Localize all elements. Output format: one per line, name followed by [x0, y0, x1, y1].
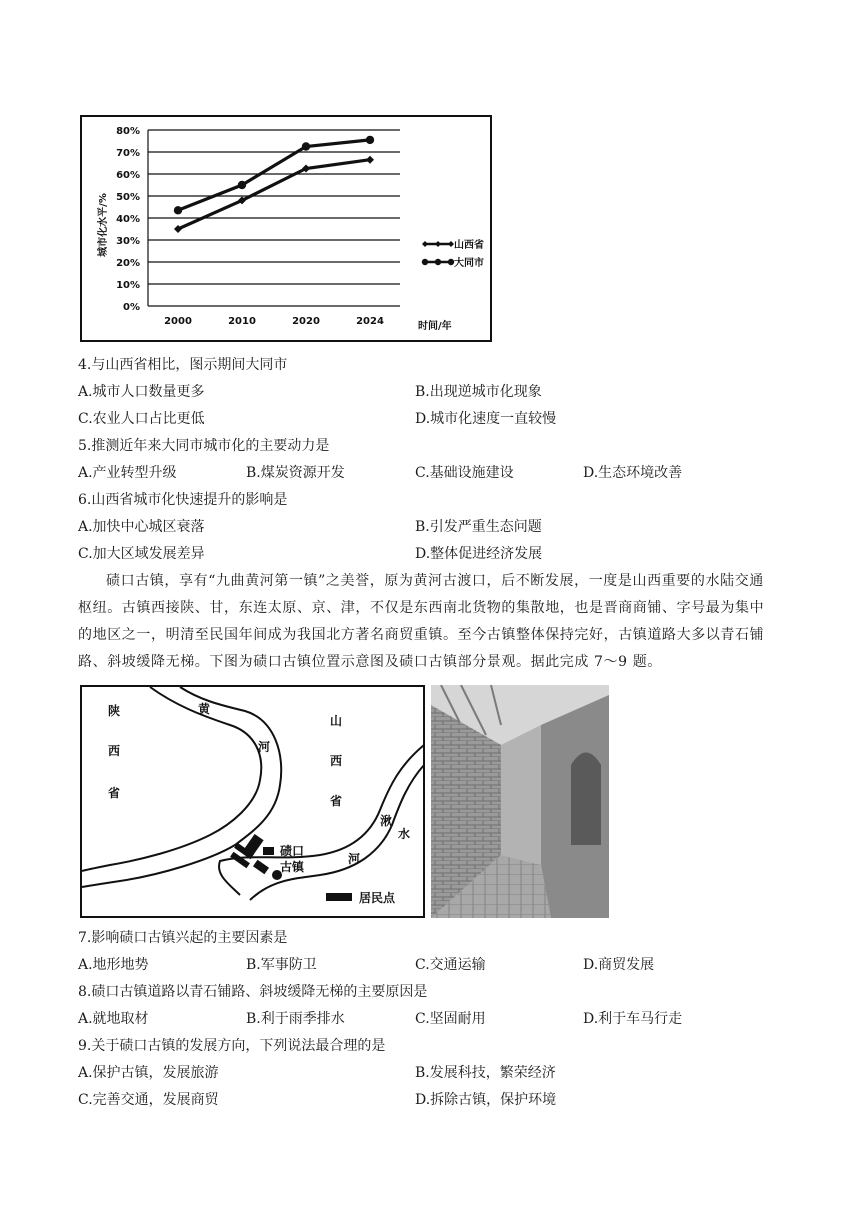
settlement-block — [263, 847, 274, 855]
data-point — [174, 206, 182, 214]
label-he-2: 河 — [348, 852, 361, 866]
data-point — [366, 136, 374, 144]
label-he: 河 — [258, 740, 271, 754]
y-tick-label: 80% — [116, 126, 140, 137]
q9-option-b[interactable]: B.发展科技，繁荣经济 — [415, 1065, 556, 1081]
legend-marker — [422, 259, 428, 265]
q8-option-b[interactable]: B.利于雨季排水 — [246, 1011, 345, 1027]
q6-option-d[interactable]: D.整体促进经济发展 — [415, 546, 543, 562]
q6-stem: 6.山西省城市化快速提升的影响是 — [78, 492, 288, 508]
map-svg — [80, 685, 425, 918]
y-tick-label: 10% — [116, 280, 140, 291]
reading-passage: 碛口古镇，享有“九曲黄河第一镇”之美誉，原为黄河古渡口，后不断发展，一度是山西重要的水陆交通枢纽。古镇西接陕、甘，东连太原、京、津，不仅是东西南北货物的集散地，也是晋商商铺、字号最为集中的地区之一，明清至民国年间成为我国北方著名商贸重镇。至今古镇整体保持完好，古镇道路大多以青石铺路、斜坡缓降无梯。下图为碛口古镇位置示意图及碛口古镇部分景观。据此完成 7～9 题。 — [78, 573, 765, 670]
q4-option-a[interactable]: A.城市人口数量更多 — [78, 384, 205, 400]
label-guzhen: 古镇 — [280, 860, 305, 874]
q7-stem: 7.影响碛口古镇兴起的主要因素是 — [78, 930, 288, 946]
legend-label: 大同市 — [454, 258, 484, 269]
q6-option-c[interactable]: C.加大区域发展差异 — [78, 546, 205, 562]
photo-svg — [431, 685, 609, 918]
q8-option-c[interactable]: C.坚固耐用 — [415, 1011, 486, 1027]
legend-settlement-symbol — [326, 893, 352, 901]
legend-label: 居民点 — [359, 891, 396, 905]
q5-option-a[interactable]: A.产业转型升级 — [78, 465, 177, 481]
q6-option-a[interactable]: A.加快中心城区衰落 — [78, 519, 205, 535]
data-point — [302, 142, 310, 150]
q5-option-c[interactable]: C.基础设施建设 — [415, 465, 514, 481]
label-shan: 山 — [330, 714, 343, 728]
label-xi: 西 — [108, 744, 121, 758]
q8-stem: 8.碛口古镇道路以青石铺路、斜坡缓降无梯的主要原因是 — [78, 984, 428, 1000]
label-qikou: 碛口 — [280, 844, 305, 858]
urbanization-chart — [80, 115, 492, 342]
q5-stem: 5.推测近年来大同市城市化的主要动力是 — [78, 438, 330, 454]
q9-option-d[interactable]: D.拆除古镇，保护环境 — [415, 1092, 557, 1108]
label-xi-2: 西 — [330, 754, 343, 768]
chart-frame — [81, 116, 491, 341]
x-tick-label: 2024 — [356, 316, 384, 327]
q4-stem: 4.与山西省相比，图示期间大同市 — [78, 357, 288, 373]
label-sheng-2: 省 — [330, 794, 343, 808]
q4-option-c[interactable]: C.农业人口占比更低 — [78, 411, 205, 427]
q7-option-b[interactable]: B.军事防卫 — [246, 957, 317, 973]
y-axis-label: 城市化水平/% — [98, 193, 109, 257]
y-tick-label: 30% — [116, 236, 140, 247]
label-sheng: 省 — [108, 786, 121, 800]
x-tick-label: 2000 — [164, 316, 192, 327]
y-tick-label: 50% — [116, 192, 140, 203]
q8-option-d[interactable]: D.利于车马行走 — [583, 1011, 683, 1027]
y-tick-label: 40% — [116, 214, 140, 225]
q7-option-a[interactable]: A.地形地势 — [78, 957, 149, 973]
q4-option-d[interactable]: D.城市化速度一直较慢 — [415, 411, 557, 427]
label-qiu: 湫 — [380, 814, 393, 828]
q7-option-d[interactable]: D.商贸发展 — [583, 957, 655, 973]
q8-option-a[interactable]: A.就地取材 — [78, 1011, 149, 1027]
y-tick-label: 0% — [123, 302, 140, 313]
label-shui: 水 — [398, 827, 411, 841]
q9-option-c[interactable]: C.完善交通，发展商贸 — [78, 1092, 219, 1108]
legend-label: 山西省 — [454, 240, 484, 251]
town-street-photo — [431, 685, 609, 918]
chart-svg — [80, 115, 492, 342]
legend-marker — [435, 259, 441, 265]
x-axis-label: 时间/年 — [418, 321, 452, 332]
y-tick-label: 20% — [116, 258, 140, 269]
q5-option-b[interactable]: B.煤炭资源开发 — [246, 465, 345, 481]
q9-option-a[interactable]: A.保护古镇，发展旅游 — [78, 1065, 219, 1081]
q5-option-d[interactable]: D.生态环境改善 — [583, 465, 683, 481]
q4-option-b[interactable]: B.出现逆城市化现象 — [415, 384, 542, 400]
y-tick-label: 60% — [116, 170, 140, 181]
location-map — [80, 685, 425, 918]
map-frame — [81, 686, 424, 917]
label-huang: 黄 — [198, 702, 211, 716]
y-tick-label: 70% — [116, 148, 140, 159]
q9-stem: 9.关于碛口古镇的发展方向，下列说法最合理的是 — [78, 1038, 386, 1054]
label-shaan: 陕 — [108, 704, 121, 718]
x-tick-label: 2010 — [228, 316, 256, 327]
q6-option-b[interactable]: B.引发严重生态问题 — [415, 519, 542, 535]
q7-option-c[interactable]: C.交通运输 — [415, 957, 486, 973]
x-tick-label: 2020 — [292, 316, 320, 327]
data-point — [238, 181, 246, 189]
